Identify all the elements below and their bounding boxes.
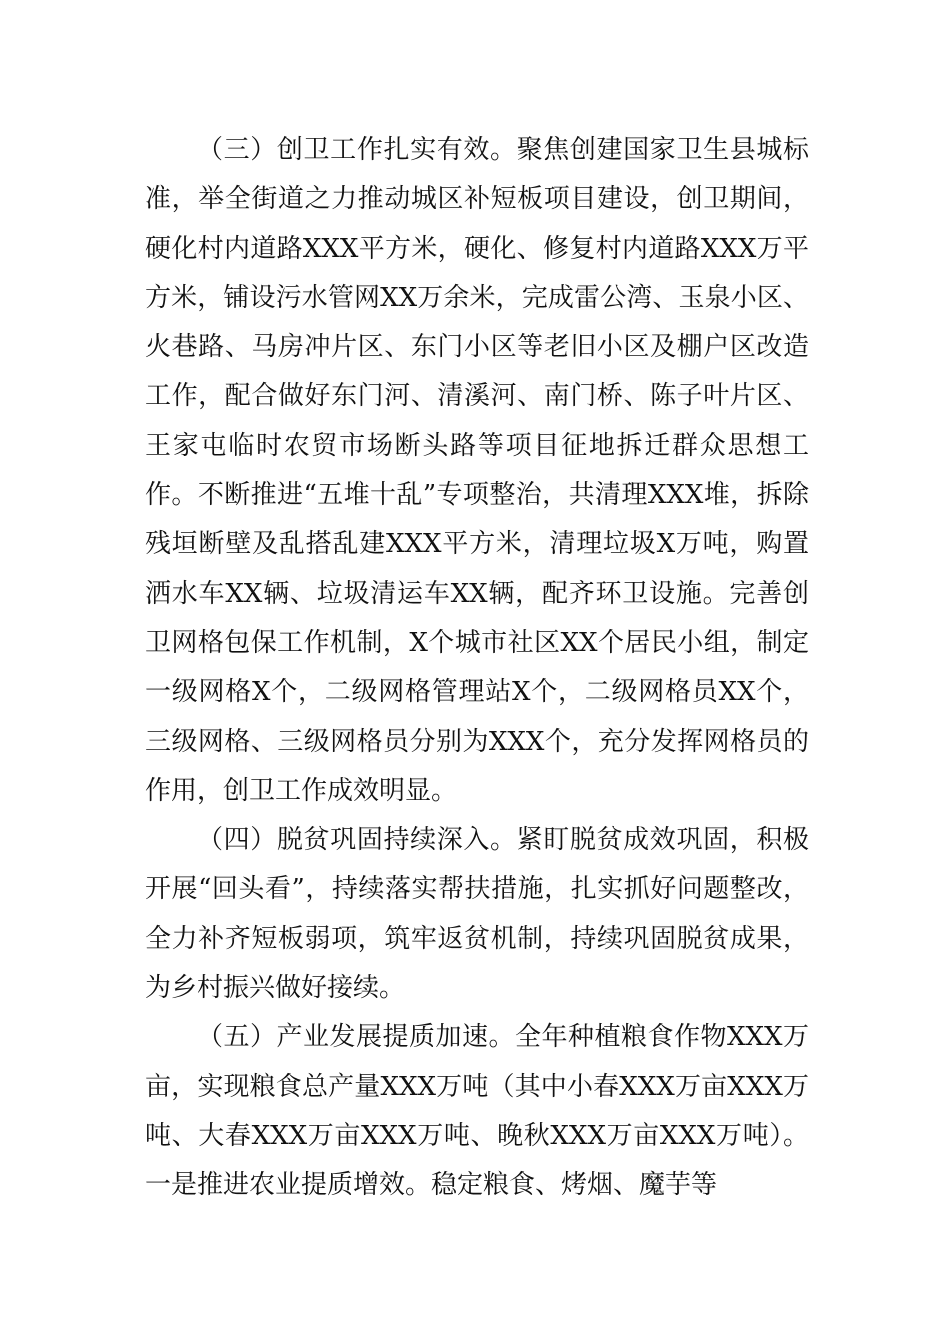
document-body: [145, 126, 809, 1211]
paragraph-poverty-alleviation: （四）脱贫巩固持续深入。紧盯脱贫成效巩固，积极开展“回头看”，持续落实帮扶措施，扎实抓好问题整改，全力补齐短板弱项，筑牢返贫机制，持续巩固脱贫成果，为乡村振兴做好接续。: [145, 825, 809, 1004]
paragraph-sanitation: （三）创卫工作扎实有效。聚焦创建国家卫生县城标准，举全街道之力推动城区补短板项目建设，创卫期间，硬化村内道路XXX平方米，硬化、修复村内道路XXX万平方米，铺设污水管网XX万余米，完成雷公湾、玉泉小区、火巷路、马房冲片区、东门小区等老旧小区及棚户区改造工作，配合做好东门河、清溪河、南门桥、陈子叶片区、王家屯临时农贸市场断头路等项目征地拆迁群众思想工作。不断推进“五堆十乱”专项整治，共清理XXX堆，拆除残垣断壁及乱搭乱建XXX平方米，清理垃圾X万吨，购置洒水车XX辆、垃圾清运车XX辆，配齐环卫设施。完善创卫网格包保工作机制，X个城市社区XX个居民小组，制定一级网格X个，二级网格管理站X个，二级网格员XX个，三级网格、三级网格员分别为XXX个，充分发挥网格员的作用，创卫工作成效明显。: [145, 135, 809, 806]
paragraph-industry-development: （五）产业发展提质加速。全年种植粮食作物XXX万亩，实现粮食总产量XXX万吨（其中小春XXX万亩XXX万吨、大春XXX万亩XXX万吨、晚秋XXX万亩XXX万吨）。一是推进农业提质增效。稳定粮食、烤烟、魔芋等: [145, 1022, 809, 1201]
